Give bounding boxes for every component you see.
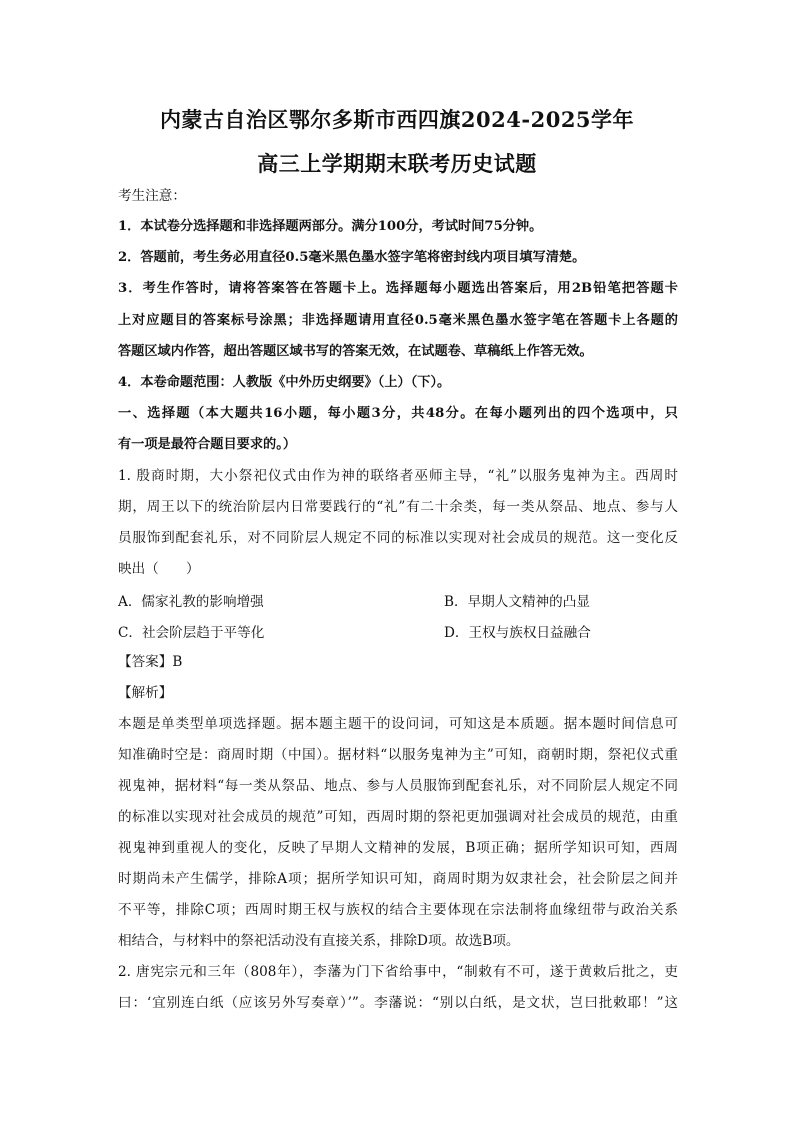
section1-heading-line1: 一、选择题（本大题共16小题，每小题3分，共48分。在每小题列出的四个选项中，只: [118, 406, 678, 421]
q1-option-b: B．早期人文精神的凸显: [444, 594, 590, 610]
q1-analysis-line: 相结合，与材料中的祭祀活动没有直接关系，排除D项。故选B项。: [118, 933, 520, 949]
exam-title-line1: 内蒙古自治区鄂尔多斯市西四旗2024-2025学年: [159, 107, 635, 132]
notice-item-3-line1: 3．考生作答时，请将答案答在答题卡上。选择题每小题选出答案后，用2B铅笔把答题卡: [118, 281, 678, 296]
notice-item-4: 4．本卷命题范围：人教版《中外历史纲要》（上）（下）。: [118, 375, 451, 390]
notice-item-3-line2: 上对应题目的答案标号涂黑；非选择题请用直径0.5毫米黑色墨水签字笔在答题卡上各题的: [118, 313, 678, 328]
q1-option-a: A．儒家礼教的影响增强: [118, 594, 264, 610]
q1-analysis-line: 时期尚未产生儒学，排除A项；据所学知识可知，商周时期为奴隶社会，社会阶层之间并: [118, 871, 678, 887]
q1-stem-line4: 映出（ ）: [118, 561, 200, 577]
section1-heading-line2: 有一项是最符合题目要求的。）: [118, 437, 297, 452]
q1-analysis-line: 视鬼神，据材料“每一类从祭品、地点、参与人员服饰到配套礼乐，对不同阶层人规定不同: [118, 778, 678, 794]
q1-answer: 【答案】B: [118, 654, 183, 670]
q1-stem-line3: 员服饰到配套礼乐，对不同阶层人规定不同的标准以实现对社会成员的规范。这一变化反: [118, 530, 678, 546]
q1-analysis-line: 视鬼神到重视人的变化，反映了早期人文精神的发展，B项正确；据所学知识可知，西周: [118, 840, 678, 856]
q1-analysis-line: 的标准以实现对社会成员的规范”可知，西周时期的祭祀更加强调对社会成员的规范，由重: [118, 809, 678, 825]
q1-analysis-line: 不平等，排除C项；西周时期王权与族权的结合主要体现在宗法制将血缘纽带与政治关系: [118, 902, 678, 918]
q2-stem-line1: 2. 唐宪宗元和三年（808年），李藩为门下省给事中，“制敕有不可，遂于黄敕后批之，吏: [118, 964, 678, 980]
q2-stem-line2: 曰：‘宜别连白纸（应该另外写奏章）’”。李藩说：“别以白纸，是文状，岂曰批敕耶！”这: [118, 995, 678, 1011]
q1-option-d: D．王权与族权日益融合: [444, 625, 591, 641]
exam-title-line2: 高三上学期期末联考历史试题: [257, 151, 537, 176]
q1-stem-line1: 1. 殷商时期，大小祭祀仪式由作为神的联络者巫师主导，“礼”以服务鬼神为主。西周时: [118, 468, 678, 484]
q1-stem-line2: 期，周王以下的统治阶层内日常要践行的“礼”有二十余类，每一类从祭品、地点、参与人: [118, 499, 678, 515]
notice-item-1: 1．本试卷分选择题和非选择题两部分。满分100分，考试时间75分钟。: [118, 219, 543, 234]
notice-heading: 考生注意：: [118, 188, 186, 204]
notice-item-2: 2．答题前，考生务必用直径0.5毫米黑色墨水签字笔将密封线内项目填写清楚。: [118, 250, 586, 265]
q1-analysis-label: 【解析】: [118, 685, 173, 701]
notice-item-3-line3: 答题区域内作答，超出答题区域书写的答案无效，在试题卷、草稿纸上作答无效。: [118, 344, 593, 359]
q1-analysis-line: 本题是单类型单项选择题。据本题主题干的设问词，可知这是本质题。据本题时间信息可: [118, 716, 678, 732]
q1-option-c: C．社会阶层趋于平等化: [118, 625, 265, 641]
q1-analysis-line: 知准确时空是：商周时期（中国）。据材料“以服务鬼神为主”可知，商朝时期，祭祀仪式重: [118, 747, 678, 763]
